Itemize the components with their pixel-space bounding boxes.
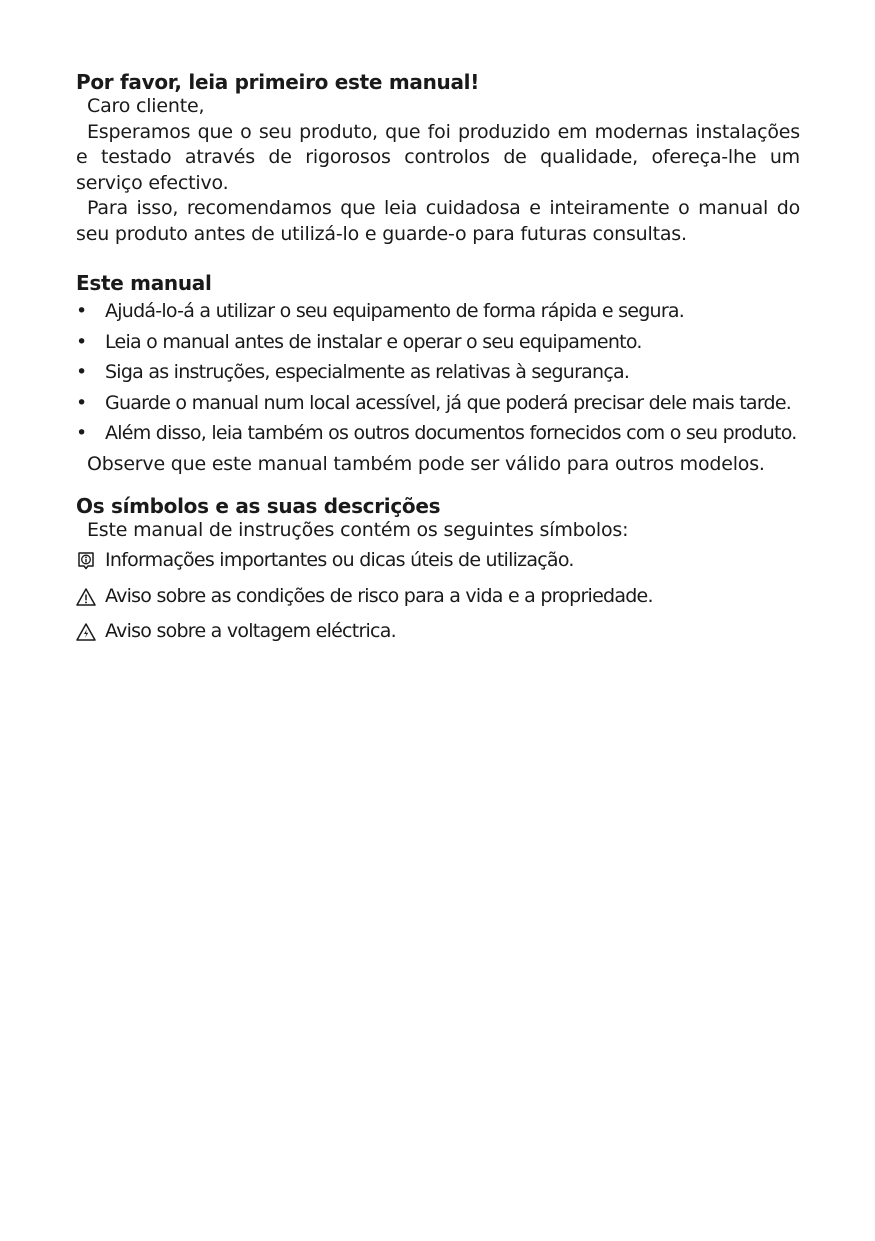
- greeting: Caro cliente,: [87, 95, 205, 117]
- symbol-row-electric: [76, 619, 800, 644]
- symbols-heading: Os símbolos e as suas descrições: [76, 494, 441, 518]
- section-spacer: [76, 247, 800, 271]
- symbols-intro: Este manual de instruções contém os seguintes símbolos:: [87, 519, 629, 541]
- manual-page: [76, 70, 800, 644]
- symbol-description-info: Informações importantes ou dicas úteis de utilização.: [105, 548, 574, 571]
- list-item-text: Ajudá-lo-á a utilizar o seu equipamento de forma rápida e segura.: [105, 300, 685, 322]
- list-item-text: Leia o manual antes de instalar e operar o seu equipamento.: [105, 330, 642, 353]
- bullet-icon: •: [76, 300, 87, 322]
- bullet-icon: •: [76, 330, 87, 353]
- electric-warning-icon: [76, 622, 96, 642]
- list-item: [76, 391, 800, 416]
- intro-heading: Por favor, leia primeiro este manual!: [76, 70, 480, 94]
- list-item: [76, 360, 800, 385]
- bullet-icon: •: [76, 422, 87, 444]
- symbol-description-warning: Aviso sobre as condições de risco para a vida e a propriedade.: [105, 584, 653, 607]
- list-item: [76, 421, 800, 446]
- manual-bullet-list: [76, 299, 800, 446]
- manual-note: Observe que este manual também pode ser válido para outros modelos.: [87, 452, 765, 475]
- symbol-row-warning: [76, 584, 800, 609]
- list-item-text: Além disso, leia também os outros documentos fornecidos com o seu produto.: [105, 422, 797, 444]
- symbol-row-info: [76, 548, 800, 573]
- intro-paragraph-1: Esperamos que o seu produto, que foi produzido em modernas instalações e testado através de rigorosos controlos de qualidade, ofereça-lhe um serviço efectivo.: [76, 120, 800, 194]
- section-spacer: [76, 477, 800, 494]
- manual-heading: Este manual: [76, 271, 212, 295]
- list-item-text: Siga as instruções, especialmente as relativas à segurança.: [105, 361, 630, 383]
- bullet-icon: •: [76, 361, 87, 383]
- list-item: [76, 330, 800, 355]
- info-icon: [76, 551, 96, 571]
- warning-icon: [76, 587, 96, 607]
- list-item-text: Guarde o manual num local acessível, já que poderá precisar dele mais tarde.: [105, 391, 792, 414]
- intro-paragraph-2: Para isso, recomendamos que leia cuidadosa e inteiramente o manual do seu produto antes de utilizá-lo e guarde-o para futuras consultas.: [76, 197, 800, 245]
- bullet-icon: •: [76, 391, 87, 414]
- symbol-description-electric: Aviso sobre a voltagem eléctrica.: [105, 619, 396, 642]
- list-item: [76, 299, 800, 324]
